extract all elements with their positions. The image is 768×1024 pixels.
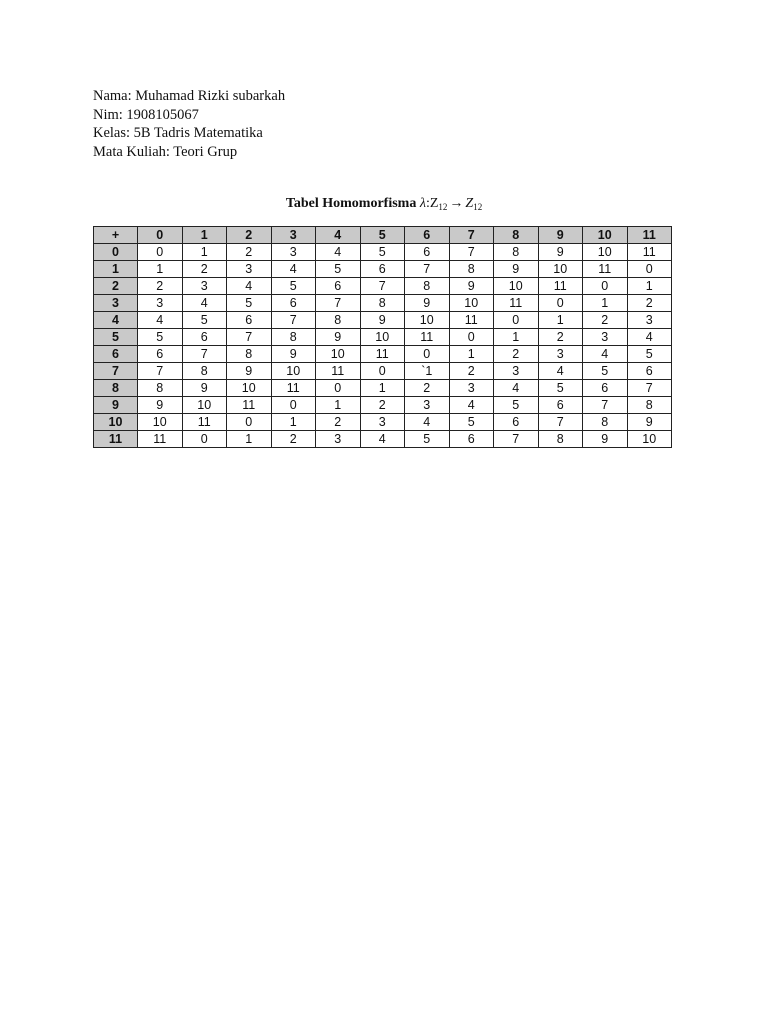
table-cell: 3 (271, 244, 316, 261)
table-cell: 9 (494, 261, 539, 278)
row-header: 3 (94, 295, 138, 312)
table-cell: 11 (494, 295, 539, 312)
table-title (0, 196, 768, 212)
table-cell: 1 (360, 380, 405, 397)
table-cell: 8 (494, 244, 539, 261)
table-cell: 10 (182, 397, 227, 414)
table-cell: 0 (360, 363, 405, 380)
table-cell: 1 (583, 295, 628, 312)
table-cell: 4 (227, 278, 272, 295)
table-cell: 11 (271, 380, 316, 397)
column-header: 1 (182, 227, 227, 244)
column-header: 3 (271, 227, 316, 244)
table-cell: 5 (316, 261, 361, 278)
column-header: 2 (227, 227, 272, 244)
table-cell: 11 (316, 363, 361, 380)
table-cell: 11 (227, 397, 272, 414)
table-cell: 6 (227, 312, 272, 329)
table-cell: 4 (182, 295, 227, 312)
table-cell: 0 (227, 414, 272, 431)
table-cell: 4 (316, 244, 361, 261)
table-cell: 2 (538, 329, 583, 346)
table-cell: 3 (538, 346, 583, 363)
table-row (94, 261, 672, 278)
title-colon: : (425, 196, 430, 211)
cayley-table (93, 226, 672, 448)
table-cell: 11 (360, 346, 405, 363)
table-cell: 11 (538, 278, 583, 295)
table-cell: 9 (271, 346, 316, 363)
table-cell: 4 (138, 312, 183, 329)
table-cell: 5 (360, 244, 405, 261)
table-cell: 10 (271, 363, 316, 380)
table-cell: 7 (227, 329, 272, 346)
table-cell: 0 (271, 397, 316, 414)
table-cell: 2 (360, 397, 405, 414)
table-cell: 1 (627, 278, 672, 295)
table-cell: 7 (494, 431, 539, 448)
table-cell: 5 (405, 431, 450, 448)
table-title-label: Tabel Homomorfisma (285, 196, 417, 211)
table-cell: 0 (405, 346, 450, 363)
table-row (94, 278, 672, 295)
row-header: 1 (94, 261, 138, 278)
table-row (94, 295, 672, 312)
table-cell: 4 (271, 261, 316, 278)
table-cell: 11 (627, 244, 672, 261)
table-cell: 2 (271, 431, 316, 448)
table-cell: 1 (182, 244, 227, 261)
table-cell: 8 (316, 312, 361, 329)
table-cell: 8 (449, 261, 494, 278)
table-cell: 9 (138, 397, 183, 414)
column-header: 8 (494, 227, 539, 244)
table-cell: 3 (316, 431, 361, 448)
table-cell: 6 (627, 363, 672, 380)
table-cell: 4 (494, 380, 539, 397)
table-cell: 5 (494, 397, 539, 414)
table-cell: 9 (405, 295, 450, 312)
table-row (94, 312, 672, 329)
table-cell: 0 (138, 244, 183, 261)
table-cell: 5 (538, 380, 583, 397)
table-cell: 4 (627, 329, 672, 346)
table-cell: 7 (583, 397, 628, 414)
column-header: 7 (449, 227, 494, 244)
table-cell: 10 (538, 261, 583, 278)
table-row (94, 414, 672, 431)
table-cell: 6 (271, 295, 316, 312)
table-cell: 5 (227, 295, 272, 312)
table-cell: 3 (449, 380, 494, 397)
row-header: 2 (94, 278, 138, 295)
row-header: 0 (94, 244, 138, 261)
table-cell: 7 (182, 346, 227, 363)
table-row (94, 397, 672, 414)
table-cell: 8 (627, 397, 672, 414)
table-cell: 5 (449, 414, 494, 431)
table-cell: 2 (449, 363, 494, 380)
table-cell: 5 (271, 278, 316, 295)
table-cell: 5 (138, 329, 183, 346)
table-cell: 4 (538, 363, 583, 380)
table-cell: 9 (182, 380, 227, 397)
table-cell: 11 (138, 431, 183, 448)
table-cell: 7 (627, 380, 672, 397)
table-cell: 10 (494, 278, 539, 295)
table-cell: 6 (583, 380, 628, 397)
table-cell: 3 (627, 312, 672, 329)
table-header-row (94, 227, 672, 244)
column-header: 4 (316, 227, 361, 244)
table-row (94, 244, 672, 261)
table-cell: 1 (138, 261, 183, 278)
table-cell: 2 (316, 414, 361, 431)
table-cell: 3 (182, 278, 227, 295)
table-cell: 10 (360, 329, 405, 346)
student-nim: Nim: 1908105067 (93, 106, 199, 123)
column-header: 6 (405, 227, 450, 244)
table-cell: 7 (316, 295, 361, 312)
table-cell: 9 (227, 363, 272, 380)
row-header: 11 (94, 431, 138, 448)
table-cell: 6 (538, 397, 583, 414)
table-cell: 2 (494, 346, 539, 363)
table-cell: 0 (316, 380, 361, 397)
table-cell: 10 (583, 244, 628, 261)
table-cell: 6 (405, 244, 450, 261)
row-header: 5 (94, 329, 138, 346)
column-header: 9 (538, 227, 583, 244)
column-header: 0 (138, 227, 183, 244)
table-cell: 4 (583, 346, 628, 363)
table-cell: 3 (138, 295, 183, 312)
table-row (94, 380, 672, 397)
table-cell: 8 (405, 278, 450, 295)
table-cell: 2 (405, 380, 450, 397)
table-cell: 7 (138, 363, 183, 380)
table-cell: 1 (227, 431, 272, 448)
table-corner-cell: + (94, 227, 138, 244)
row-header: 9 (94, 397, 138, 414)
table-cell: 9 (538, 244, 583, 261)
homomorphism-symbol: λ (419, 196, 426, 211)
table-cell: 3 (227, 261, 272, 278)
student-class: Kelas: 5B Tadris Matematika (93, 125, 263, 141)
table-cell: 0 (182, 431, 227, 448)
table-cell: 0 (538, 295, 583, 312)
table-cell: 2 (627, 295, 672, 312)
table-cell: 7 (271, 312, 316, 329)
table-cell: 4 (405, 414, 450, 431)
table-cell: 9 (316, 329, 361, 346)
table-row (94, 363, 672, 380)
table-cell: 1 (271, 414, 316, 431)
table-cell: 11 (405, 329, 450, 346)
table-cell: 0 (494, 312, 539, 329)
table-cell: 10 (316, 346, 361, 363)
table-cell: 6 (138, 346, 183, 363)
table-cell: 9 (583, 431, 628, 448)
table-cell: 1 (449, 346, 494, 363)
column-header: 10 (583, 227, 628, 244)
table-cell: 5 (182, 312, 227, 329)
table-cell: 7 (360, 278, 405, 295)
table-cell: 4 (449, 397, 494, 414)
table-cell: 3 (583, 329, 628, 346)
student-info (93, 87, 285, 161)
row-header: 8 (94, 380, 138, 397)
table-cell: 9 (360, 312, 405, 329)
table-cell: 10 (227, 380, 272, 397)
table-cell: 3 (405, 397, 450, 414)
table-cell: 0 (583, 278, 628, 295)
row-header: 4 (94, 312, 138, 329)
table-cell: 4 (360, 431, 405, 448)
table-cell: 11 (449, 312, 494, 329)
table-cell: 0 (627, 261, 672, 278)
arrow-icon: → (449, 196, 464, 211)
table-cell: 8 (583, 414, 628, 431)
row-header: 10 (94, 414, 138, 431)
table-cell: 3 (494, 363, 539, 380)
row-header: 7 (94, 363, 138, 380)
table-row (94, 431, 672, 448)
table-cell: 10 (449, 295, 494, 312)
table-row (94, 346, 672, 363)
table-cell: 8 (182, 363, 227, 380)
table-cell: 8 (360, 295, 405, 312)
table-cell: 3 (360, 414, 405, 431)
table-cell: 8 (227, 346, 272, 363)
column-header: 5 (360, 227, 405, 244)
table-cell: 6 (360, 261, 405, 278)
column-header: 11 (627, 227, 672, 244)
table-cell: 2 (182, 261, 227, 278)
table-cell: 2 (227, 244, 272, 261)
table-cell: 7 (405, 261, 450, 278)
course-name: Mata Kuliah: Teori Grup (93, 143, 238, 160)
table-cell: 7 (538, 414, 583, 431)
table-cell: 8 (271, 329, 316, 346)
student-name: Nama: Muhamad Rizki subarkah (93, 88, 286, 104)
table-cell: 5 (583, 363, 628, 380)
table-cell: `1 (405, 363, 450, 380)
table-cell: 6 (449, 431, 494, 448)
title-codomain: $Z_{12}$ (465, 196, 483, 212)
title-domain: $Z_{12}$ (429, 196, 448, 212)
table-cell: 1 (538, 312, 583, 329)
table-cell: 8 (138, 380, 183, 397)
table-cell: 2 (583, 312, 628, 329)
table-cell: 11 (182, 414, 227, 431)
table-cell: 1 (494, 329, 539, 346)
table-row (94, 329, 672, 346)
table-cell: 7 (449, 244, 494, 261)
table-cell: 0 (449, 329, 494, 346)
table-cell: 5 (627, 346, 672, 363)
row-header: 6 (94, 346, 138, 363)
table-cell: 10 (138, 414, 183, 431)
table-cell: 2 (138, 278, 183, 295)
table-cell: 1 (316, 397, 361, 414)
table-cell: 11 (583, 261, 628, 278)
table-cell: 6 (182, 329, 227, 346)
table-cell: 9 (627, 414, 672, 431)
table-cell: 10 (405, 312, 450, 329)
table-cell: 6 (316, 278, 361, 295)
table-cell: 6 (494, 414, 539, 431)
table-cell: 10 (627, 431, 672, 448)
table-cell: 8 (538, 431, 583, 448)
table-cell: 9 (449, 278, 494, 295)
